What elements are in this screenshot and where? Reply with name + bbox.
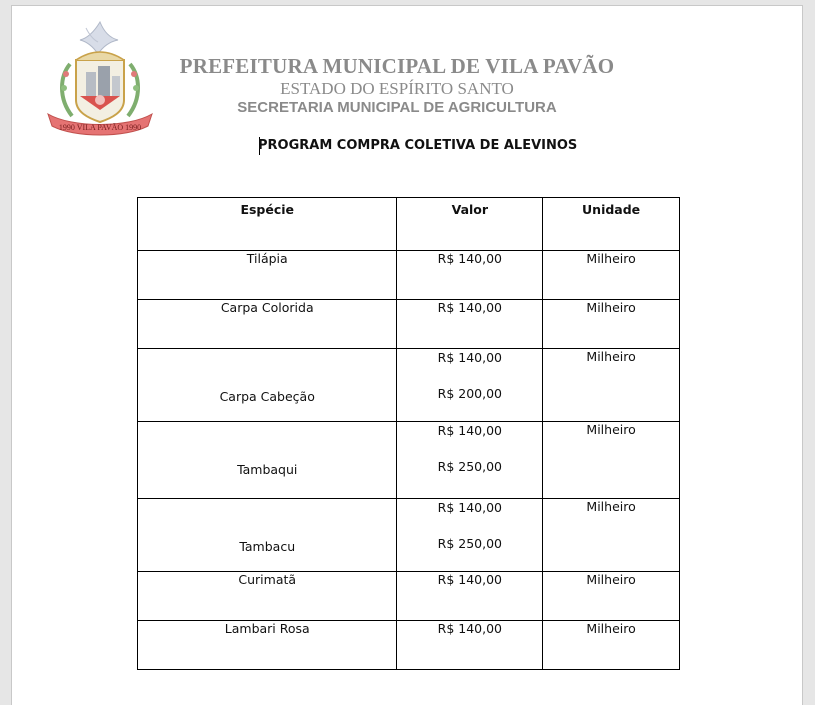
species-name: Carpa Cabeção bbox=[219, 389, 315, 404]
value-cell bbox=[397, 499, 543, 572]
column-header-species: Espécie bbox=[138, 198, 397, 251]
unit-cell: Milheiro bbox=[543, 349, 680, 422]
table-row bbox=[138, 349, 680, 422]
species-cell: Tilápia bbox=[138, 251, 397, 300]
table-row bbox=[138, 422, 680, 499]
species-cell bbox=[138, 422, 397, 499]
value-line: R$ 140,00 bbox=[437, 350, 502, 365]
species-cell: Carpa Colorida bbox=[138, 300, 397, 349]
species-cell: Curimatã bbox=[138, 572, 397, 621]
unit-cell: Milheiro bbox=[543, 621, 680, 670]
value-line: R$ 140,00 bbox=[437, 500, 502, 515]
value-line: R$ 200,00 bbox=[437, 386, 502, 401]
species-cell bbox=[138, 349, 397, 422]
column-header-unit: Unidade bbox=[543, 198, 680, 251]
header-state: ESTADO DO ESPÍRITO SANTO bbox=[280, 79, 514, 98]
table-row bbox=[138, 251, 680, 300]
value-cell: R$ 140,00 bbox=[397, 300, 543, 349]
value-cell bbox=[397, 349, 543, 422]
value-cell bbox=[397, 422, 543, 499]
value-line: R$ 250,00 bbox=[437, 459, 502, 474]
unit-cell: Milheiro bbox=[543, 251, 680, 300]
species-cell: Lambari Rosa bbox=[138, 621, 397, 670]
document-page bbox=[11, 5, 803, 705]
svg-text:1990 VILA PAVÃO 1990: 1990 VILA PAVÃO 1990 bbox=[58, 123, 142, 132]
header-secretariat: SECRETARIA MUNICIPAL DE AGRICULTURA bbox=[237, 99, 557, 116]
municipal-coat-of-arms-logo bbox=[42, 14, 158, 140]
value-cell: R$ 140,00 bbox=[397, 251, 543, 300]
table-row bbox=[138, 499, 680, 572]
unit-cell: Milheiro bbox=[543, 572, 680, 621]
document-title[interactable]: PROGRAM COMPRA COLETIVA DE ALEVINOS bbox=[258, 138, 578, 153]
unit-cell: Milheiro bbox=[543, 499, 680, 572]
table-header-row bbox=[138, 198, 680, 251]
value-line: R$ 140,00 bbox=[437, 423, 502, 438]
value-line: R$ 250,00 bbox=[437, 536, 502, 551]
species-name: Tambaqui bbox=[237, 462, 298, 477]
table-row bbox=[138, 300, 680, 349]
header-title: PREFEITURA MUNICIPAL DE VILA PAVÃO bbox=[179, 54, 615, 78]
price-table bbox=[137, 197, 680, 670]
column-header-value: Valor bbox=[397, 198, 543, 251]
value-cell: R$ 140,00 bbox=[397, 572, 543, 621]
value-cell: R$ 140,00 bbox=[397, 621, 543, 670]
unit-cell: Milheiro bbox=[543, 300, 680, 349]
unit-cell: Milheiro bbox=[543, 422, 680, 499]
table-row bbox=[138, 621, 680, 670]
species-name: Tambacu bbox=[239, 539, 296, 554]
species-cell bbox=[138, 499, 397, 572]
table-row bbox=[138, 572, 680, 621]
